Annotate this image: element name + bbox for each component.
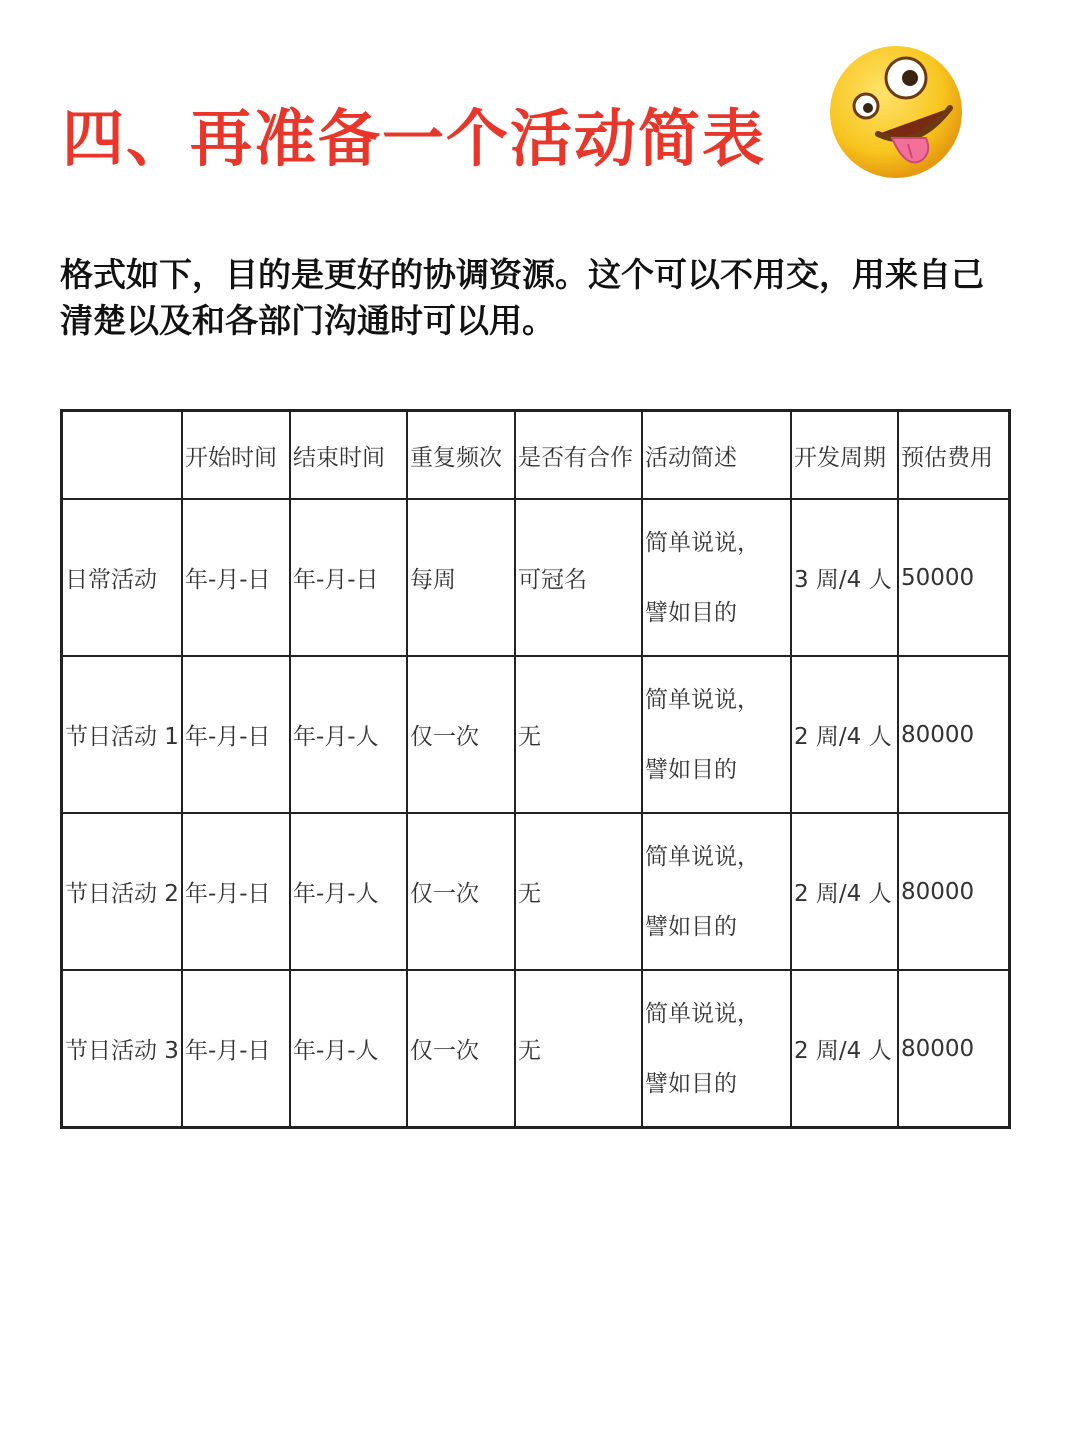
table-header-cell: 活动简述 [642,411,791,500]
description-line-1: 简单说说， [644,843,760,870]
table-cell: 每周 [407,499,515,656]
description-line-1: 简单说说， [644,529,760,556]
table-cell: 日常活动 [62,499,182,656]
description-line-1: 简单说说， [644,1000,760,1027]
zany-face-icon [826,42,966,182]
table-header-cell: 结束时间 [290,411,407,500]
table-cell: 2 周/4 人 [791,813,898,970]
table-cell: 3 周/4 人 [791,499,898,656]
table-header-cell: 开始时间 [182,411,290,500]
table-cell: 年-月-人 [290,970,407,1128]
table-cell-description [642,656,791,813]
table-header-row [62,411,1010,500]
table-cell: 节日活动 2 [62,813,182,970]
table-cell: 年-月-日 [290,499,407,656]
table-cell: 2 周/4 人 [791,970,898,1128]
table-cell: 年-月-日 [182,656,290,813]
description-line-2: 譬如目的 [644,1070,737,1097]
table-cell: 年-月-日 [182,813,290,970]
table-cell: 节日活动 3 [62,970,182,1128]
activity-table [60,409,1011,1129]
table-cell: 无 [515,813,642,970]
table-cell-description [642,499,791,656]
table-cell: 仅一次 [407,656,515,813]
table-cell: 年-月-人 [290,656,407,813]
table-cell: 年-月-日 [182,499,290,656]
table-cell: 仅一次 [407,970,515,1128]
table-cell: 年-月-日 [182,970,290,1128]
description-line-2: 譬如目的 [644,913,737,940]
table-cell-description [642,813,791,970]
description-line-1: 简单说说， [644,686,760,713]
table-row [62,499,1010,656]
intro-paragraph: 格式如下，目的是更好的协调资源。这个可以不用交，用来自己清楚以及和各部门沟通时可以用。 [60,255,984,340]
table-header-cell: 是否有合作 [515,411,642,500]
page-title: 四、再准备一个活动简表 [62,102,767,175]
table-row [62,813,1010,970]
table-cell: 2 周/4 人 [791,656,898,813]
table-cell: 80000 [898,813,1010,970]
table-cell: 无 [515,970,642,1128]
description-line-2: 譬如目的 [644,599,737,626]
table-row [62,656,1010,813]
table-cell: 节日活动 1 [62,656,182,813]
table-cell: 可冠名 [515,499,642,656]
table-cell: 80000 [898,970,1010,1128]
table-header-cell: 开发周期 [791,411,898,500]
table-header-cell: 重复频次 [407,411,515,500]
table-cell: 无 [515,656,642,813]
table-cell: 50000 [898,499,1010,656]
table-cell: 仅一次 [407,813,515,970]
table-cell-description [642,970,791,1128]
description-line-2: 譬如目的 [644,756,737,783]
table-cell: 80000 [898,656,1010,813]
table-header-cell: 预估费用 [898,411,1010,500]
table-header-cell [62,411,182,500]
table-cell: 年-月-人 [290,813,407,970]
table-row [62,970,1010,1128]
